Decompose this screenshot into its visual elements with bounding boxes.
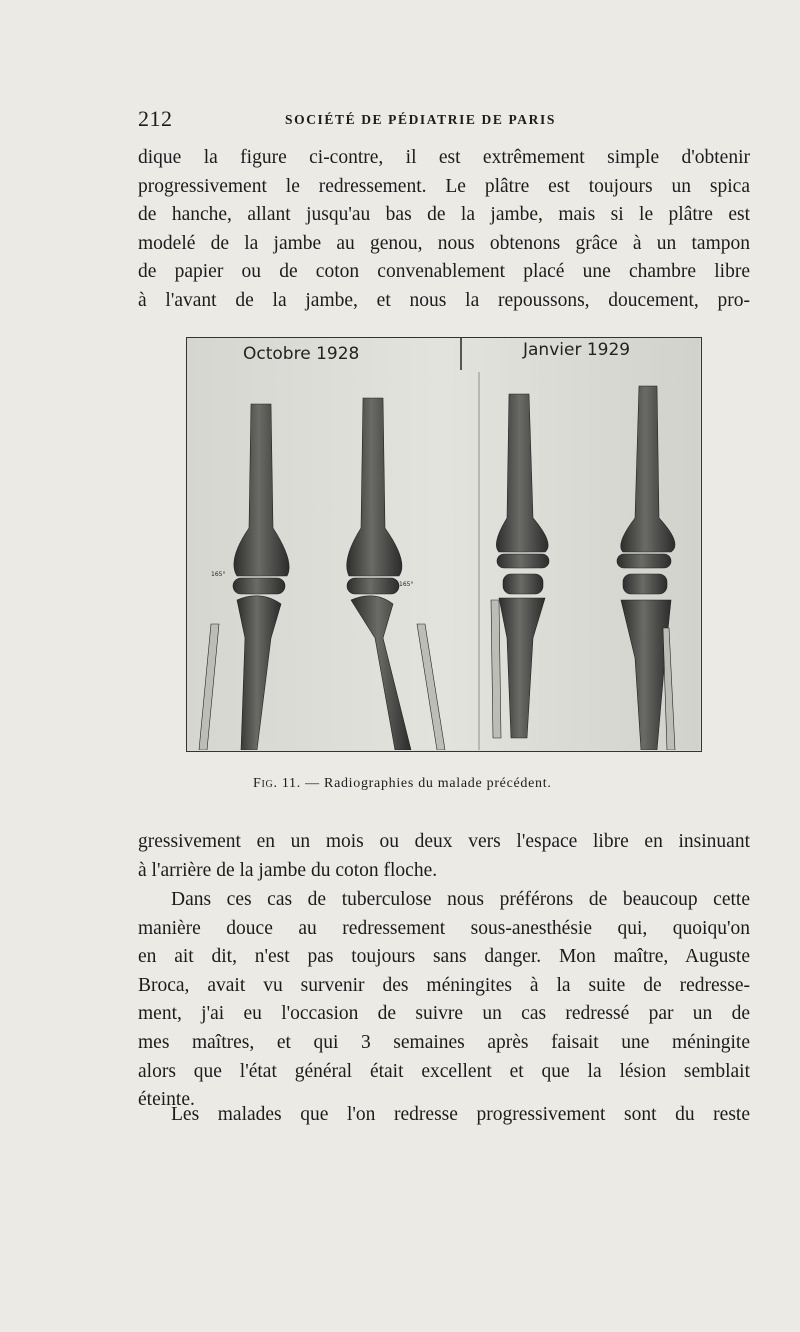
running-title: SOCIÉTÉ DE PÉDIATRIE DE PARIS xyxy=(285,112,556,127)
text-line: de papier ou de coton convenablement placé une chambre libre xyxy=(138,261,750,283)
page-number: 212 xyxy=(138,106,173,131)
radiograph-figure xyxy=(186,337,702,752)
text-line: mes maîtres, et qui 3 semaines après faisait une méningite xyxy=(138,1031,750,1053)
text-line: progressivement le redressement. Le plâtre est toujours un spica xyxy=(138,175,750,197)
text-line: en ait dit, n'est pas toujours sans danger. Mon maître, Auguste xyxy=(138,946,750,968)
radiograph-image xyxy=(187,338,700,750)
text-line: dique la figure ci-contre, il est extrêmement simple d'obtenir xyxy=(138,147,750,168)
text-line: à l'avant de la jambe, et nous la repoussons, doucement, pro- xyxy=(138,289,750,311)
figure-label-left: Octobre 1928 xyxy=(243,344,360,364)
figure-caption xyxy=(253,776,552,792)
text-line: éteinte. xyxy=(138,1089,195,1111)
text-line: ment, j'ai eu l'occasion de suivre un cas redressé par un de xyxy=(138,1003,750,1025)
angle-label-right: 165° xyxy=(399,581,414,588)
figure-caption-text: — Radiographies du malade précédent. xyxy=(305,776,552,791)
text-line: Broca, avait vu survenir des méningites à la suite de redresse- xyxy=(138,974,750,996)
angle-label-left: 165° xyxy=(211,571,226,578)
text-line: Les malades que l'on redresse progressivement sont du reste xyxy=(171,1104,750,1125)
text-line: à l'arrière de la jambe du coton floche. xyxy=(138,859,438,881)
text-line: alors que l'état général était excellent et que la lésion semblait xyxy=(138,1060,750,1082)
figure-label-right: Janvier 1929 xyxy=(523,340,631,360)
text-line: manière douce au redressement sous-anesthésie qui, quoiqu'on xyxy=(138,917,750,939)
figure-caption-prefix: Fig. 11. xyxy=(253,776,301,791)
paragraph-last xyxy=(138,1101,750,1130)
text-line: Dans ces cas de tuberculose nous préférons de beaucoup cette xyxy=(171,889,750,910)
paragraph-third xyxy=(138,886,750,1115)
text-line: modelé de la jambe au genou, nous obtenons grâce à un tampon xyxy=(138,232,750,254)
paragraph-top xyxy=(138,144,750,316)
figure-divider xyxy=(460,338,462,370)
page-header xyxy=(138,106,738,136)
text-line: gressivement en un mois ou deux vers l'espace libre en insinuant xyxy=(138,831,750,852)
paragraph-bottom xyxy=(138,828,750,885)
text-line: de hanche, allant jusqu'au bas de la jambe, mais si le plâtre est xyxy=(138,204,750,226)
